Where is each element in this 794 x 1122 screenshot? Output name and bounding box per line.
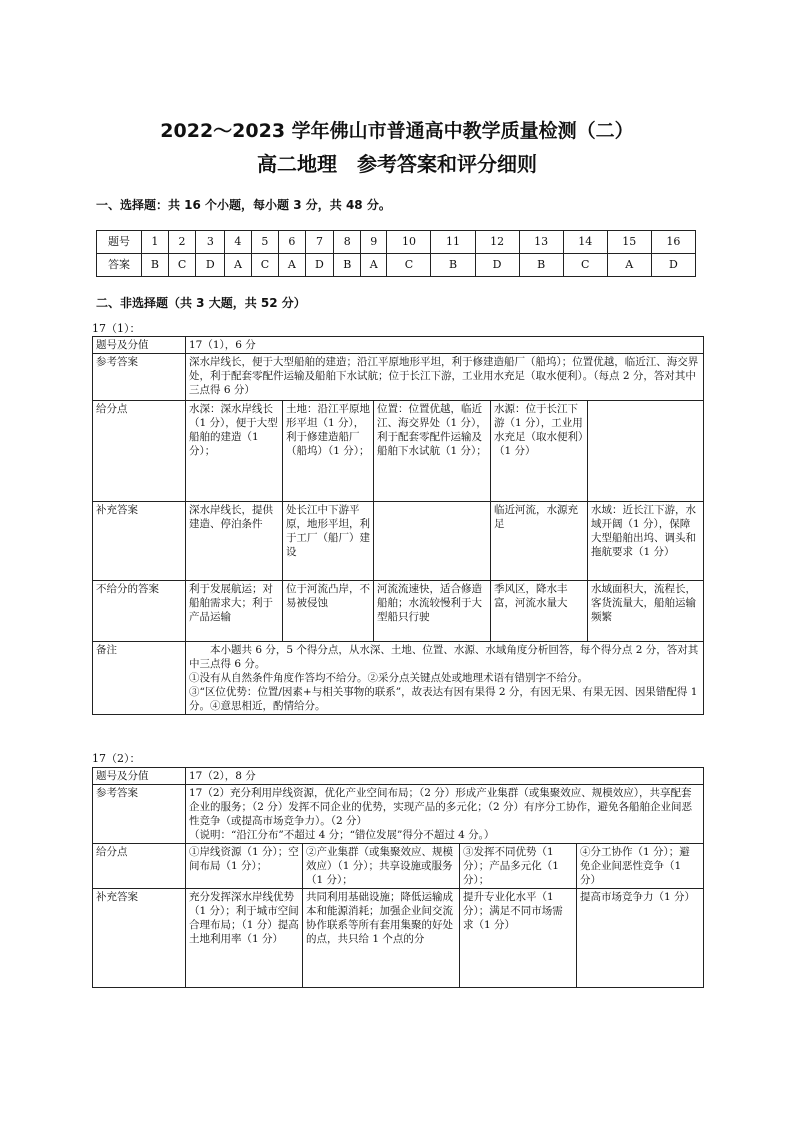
table-cell: B — [142, 254, 169, 277]
table-cell: C — [168, 254, 196, 277]
table-row — [93, 889, 704, 988]
reference-answer-cell — [186, 785, 704, 844]
table-cell: 4 — [225, 231, 251, 254]
table-cell: ②产业集群（或集聚效应、规模效应）（1 分）；共享设施或服务（1 分）； — [303, 844, 460, 889]
table-cell: 5 — [251, 231, 279, 254]
remark-line: 本小题共 6 分，5 个得分点，从水深、土地、位置、水源、水域角度分析回答，每个得分点 2 分，答对其中三点得 6 分。 — [189, 644, 699, 670]
table-row — [93, 337, 704, 354]
table-cell: 提升专业化水平（1 分）；满足不同市场需求（1 分） — [460, 889, 577, 988]
table-cell: 水域面积大，流程长，客货流量大，船舶运输频繁 — [588, 581, 704, 642]
table-row — [93, 502, 704, 581]
page-subtitle: 高二地理 参考答案和评分细则 — [257, 152, 537, 176]
table-cell: 位置：位置优越，临近江、海交界处（1 分），利于配套零配件运输及船舶下水试航（1 分）； — [374, 401, 491, 502]
table-cell: 共同利用基础设施；降低运输成本和能源消耗；加强企业间交流协作联系等所有套用集聚的好处的点，共只给 1 个点的分 — [303, 889, 460, 988]
table-cell: D — [475, 254, 519, 277]
table-row — [93, 581, 704, 642]
table-row — [97, 254, 696, 277]
row-label: 参考答案 — [93, 785, 186, 844]
table-cell: 3 — [196, 231, 225, 254]
row-label: 不给分的答案 — [93, 581, 186, 642]
table-cell: 7 — [305, 231, 334, 254]
reference-note: （说明：“沿江分布”不超过 4 分；“错位发展”得分不超过 4 分。） — [189, 829, 495, 841]
table-cell — [374, 502, 491, 581]
table-cell: 15 — [607, 231, 651, 254]
row-label: 题号及分值 — [93, 768, 186, 785]
table-cell: A — [279, 254, 305, 277]
row-label-answer: 答案 — [97, 254, 142, 277]
table-cell: B — [431, 254, 475, 277]
table-cell: 充分发挥深水岸线优势（1 分）；利于城市空间合理布局；（1 分）提高土地利用率（1 分） — [186, 889, 303, 988]
row-label-number: 题号 — [97, 231, 142, 254]
table-cell: C — [563, 254, 607, 277]
table-cell: 临近河流，水源充足 — [491, 502, 588, 581]
table-cell: 10 — [387, 231, 431, 254]
q1-heading: 17（1）： — [92, 322, 141, 335]
table-row — [93, 844, 704, 889]
reference-answer: 深水岸线长，便于大型船舶的建造；沿江平原地形平坦，利于修建造船厂（船坞）；位置优越，临近江、海交界处，利于配套零配件运输及船舶下水试航；位于长江下游，工业用水充足（取水便利）。（每点 2 分，答对其中三点得 6 分） — [186, 354, 704, 401]
table-cell: ③发挥不同优势（1 分）；产品多元化（1 分）； — [460, 844, 577, 889]
table-row — [93, 785, 704, 844]
table-row — [93, 401, 704, 502]
row-label: 补充答案 — [93, 889, 186, 988]
multiple-choice-answer-table — [96, 230, 696, 277]
table-row — [93, 768, 704, 785]
table-cell: ④分工协作（1 分）；避免企业间恶性竞争（1 分） — [577, 844, 704, 889]
table-cell: D — [196, 254, 225, 277]
section-1-heading: 一、选择题：共 16 个小题，每小题 3 分，共 48 分。 — [96, 198, 391, 212]
remark-line: ③“区位优势：位置/因素+与相关事物的联系”，故表达有因有果得 2 分，有因无果、有果无因、因果错配得 1 分。④意思相近，酌情给分。 — [189, 686, 698, 712]
table-cell: 处长江中下游平原，地形平坦，利于工厂（船厂）建设 — [283, 502, 374, 581]
table-cell: 6 — [279, 231, 305, 254]
row-label: 备注 — [93, 642, 186, 715]
row-label: 题号及分值 — [93, 337, 186, 354]
row-label: 给分点 — [93, 844, 186, 889]
table-cell: A — [225, 254, 251, 277]
remark-line: ①没有从自然条件角度作答均不给分。②采分点关键点处或地理术语有错别字不给分。 — [189, 672, 588, 684]
remarks-cell — [186, 642, 704, 715]
row-label: 补充答案 — [93, 502, 186, 581]
table-cell: A — [607, 254, 651, 277]
table-cell: 提高市场竞争力（1 分） — [577, 889, 704, 988]
row-label: 参考答案 — [93, 354, 186, 401]
table-cell: 水域：近长江下游，水域开阔（1 分），保障大型船舶出坞、调头和拖航要求（1 分） — [588, 502, 704, 581]
table-cell: B — [334, 254, 361, 277]
table-row — [97, 231, 696, 254]
table-cell: 河流流速快，适合修造船舶；水流较慢利于大型船只行驶 — [374, 581, 491, 642]
score-value: 17（1），6 分 — [186, 337, 704, 354]
table-cell: 12 — [475, 231, 519, 254]
table-cell: 水深：深水岸线长（1 分），便于大型船舶的建造（1 分）； — [186, 401, 283, 502]
table-cell: 13 — [519, 231, 563, 254]
table-cell: 2 — [168, 231, 196, 254]
q2-heading: 17（2）： — [92, 752, 141, 765]
row-label: 给分点 — [93, 401, 186, 502]
table-cell: 深水岸线长，提供建造、停泊条件 — [186, 502, 283, 581]
table-cell: 水源：位于长江下游（1 分），工业用水充足（取水便利）（1 分） — [491, 401, 588, 502]
table-row — [93, 642, 704, 715]
table-cell: 8 — [334, 231, 361, 254]
section-2-heading: 二、非选择题（共 3 大题，共 52 分） — [96, 296, 306, 310]
table-cell: 1 — [142, 231, 169, 254]
table-cell: 11 — [431, 231, 475, 254]
table-cell: 利于发展航运；对船舶需求大；利于产品运输 — [186, 581, 283, 642]
q2-scoring-table — [92, 767, 704, 988]
table-cell: 位于河流凸岸，不易被侵蚀 — [283, 581, 374, 642]
table-cell: 土地：沿江平原地形平坦（1 分），利于修建造船厂（船坞）（1 分）； — [283, 401, 374, 502]
table-cell: 14 — [563, 231, 607, 254]
table-row — [93, 354, 704, 401]
reference-answer: 17（2）充分利用岸线资源，优化产业空间布局；（2 分）形成产业集群（或集聚效应、规模效应），共享配套企业的服务；（2 分）发挥不同企业的优势，实现产品的多元化；（2 分）有序分工协作，避免各船舶企业间恶性竞争（或提高市场竞争力）。（2 分） — [189, 787, 693, 827]
q1-scoring-table — [92, 336, 704, 715]
table-cell: A — [361, 254, 387, 277]
table-cell: 季风区，降水丰富，河流水量大 — [491, 581, 588, 642]
table-cell: ①岸线资源（1 分）；空间布局（1 分）； — [186, 844, 303, 889]
table-cell — [588, 401, 704, 502]
table-cell: D — [305, 254, 334, 277]
page-title: 2022～2023 学年佛山市普通高中教学质量检测（二） — [160, 120, 634, 142]
table-cell: 9 — [361, 231, 387, 254]
table-cell: B — [519, 254, 563, 277]
score-value: 17（2），8 分 — [186, 768, 704, 785]
table-cell: C — [387, 254, 431, 277]
table-cell: D — [651, 254, 695, 277]
table-cell: C — [251, 254, 279, 277]
table-cell: 16 — [651, 231, 695, 254]
